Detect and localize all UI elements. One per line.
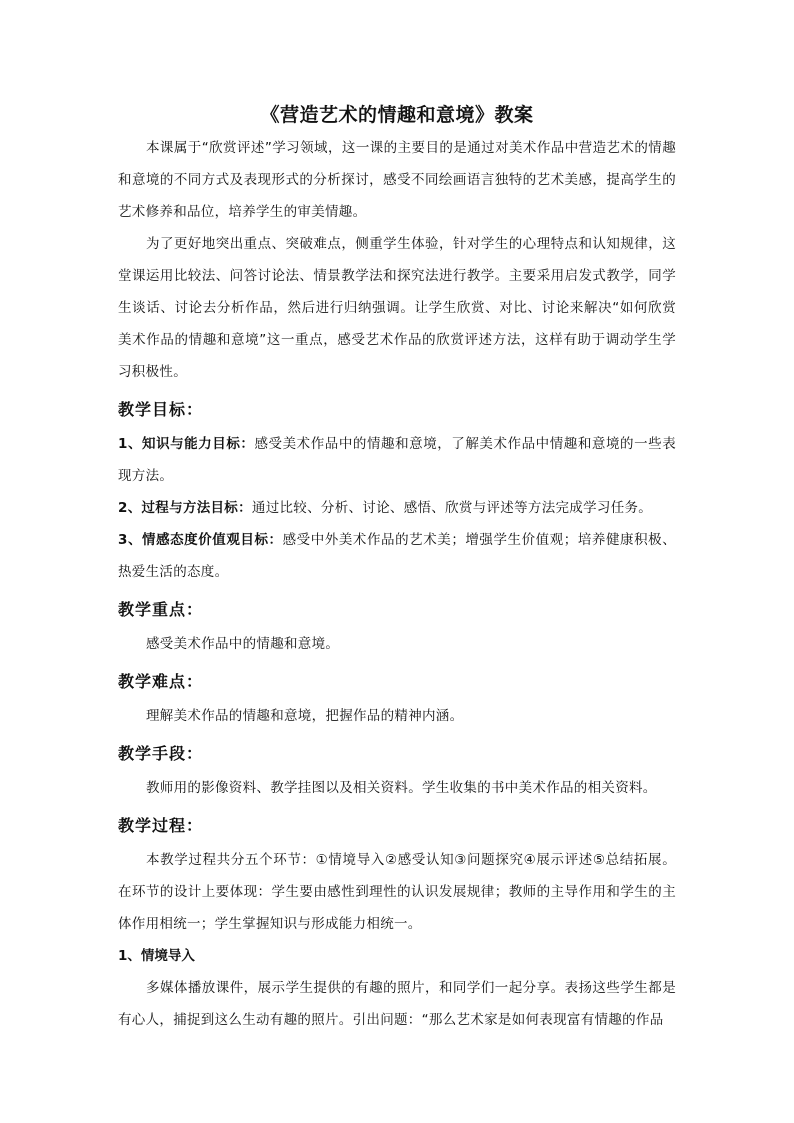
process-step1-text: 多媒体播放课件，展示学生提供的有趣的照片，和同学们一起分享。表扬这些学生都是有心人，捕捉到这么生动有趣的照片。引出问题：“那么艺术家是如何表现富有情趣的作品 — [118, 980, 676, 1028]
objective-text-2: 通过比较、分析、讨论、感悟、欣赏与评述等方法完成学习任务。 — [251, 500, 653, 516]
difficulty-heading: 教学难点： — [118, 672, 204, 691]
process-step1-title: 1、情境导入 — [118, 948, 195, 964]
process-text: 本教学过程共分五个环节：①情境导入②感受认知③问题探究④展示评述⑤总结拓展。在环节的设计上要体现：学生要由感性到理性的认识发展规律；教师的主导作用和学生的主体作用相统一；学生掌握知识与形成能力相统一。 — [118, 852, 676, 932]
objective-label-2: 2、过程与方法目标： — [118, 500, 252, 516]
intro-paragraph-2: 为了更好地突出重点、突破难点，侧重学生体验，针对学生的心理特点和认知规律，这堂课运用比较法、问答讨论法、情景教学法和探究法进行教学。主要采用启发式教学，同学生谈话、讨论去分析作品，然后进行归纳强调。让学生欣赏、对比、讨论来解决“如何欣赏美术作品的情趣和意境”这一重点，感受艺术作品的欣赏评述方法，这样有助于调动学生学习积极性。 — [118, 236, 676, 380]
means-heading: 教学手段： — [118, 744, 204, 763]
objective-text-1: 感受美术作品中的情趣和意境，了解美术作品中情趣和意境的一些表现方法。 — [118, 436, 676, 484]
objective-label-3: 3、情感态度价值观目标： — [118, 532, 283, 548]
objective-label-1: 1、知识与能力目标： — [118, 436, 255, 452]
key-point-heading: 教学重点： — [118, 600, 204, 619]
document-body — [118, 100, 676, 1036]
document-title: 《营造艺术的情趣和意境》教案 — [260, 104, 534, 126]
process-heading: 教学过程： — [118, 816, 204, 835]
objective-item-2 — [118, 492, 676, 524]
intro-paragraph-1: 本课属于“欣赏评述”学习领域，这一课的主要目的是通过对美术作品中营造艺术的情趣和意境的不同方式及表现形式的分析探讨，感受不同绘画语言独特的艺术美感，提高学生的艺术修养和品位，培养学生的审美情趣。 — [118, 140, 676, 220]
objectives-heading: 教学目标： — [118, 400, 204, 419]
objective-item-1 — [118, 428, 676, 492]
objective-text-3: 感受中外美术作品的艺术美；增强学生价值观；培养健康积极、热爱生活的态度。 — [118, 532, 676, 580]
key-point-text: 感受美术作品中的情趣和意境。 — [146, 636, 340, 652]
difficulty-text: 理解美术作品的情趣和意境，把握作品的精神内涵。 — [146, 708, 464, 724]
means-text: 教师用的影像资料、教学挂图以及相关资料。学生收集的书中美术作品的相关资料。 — [146, 780, 657, 796]
objective-item-3 — [118, 524, 676, 588]
